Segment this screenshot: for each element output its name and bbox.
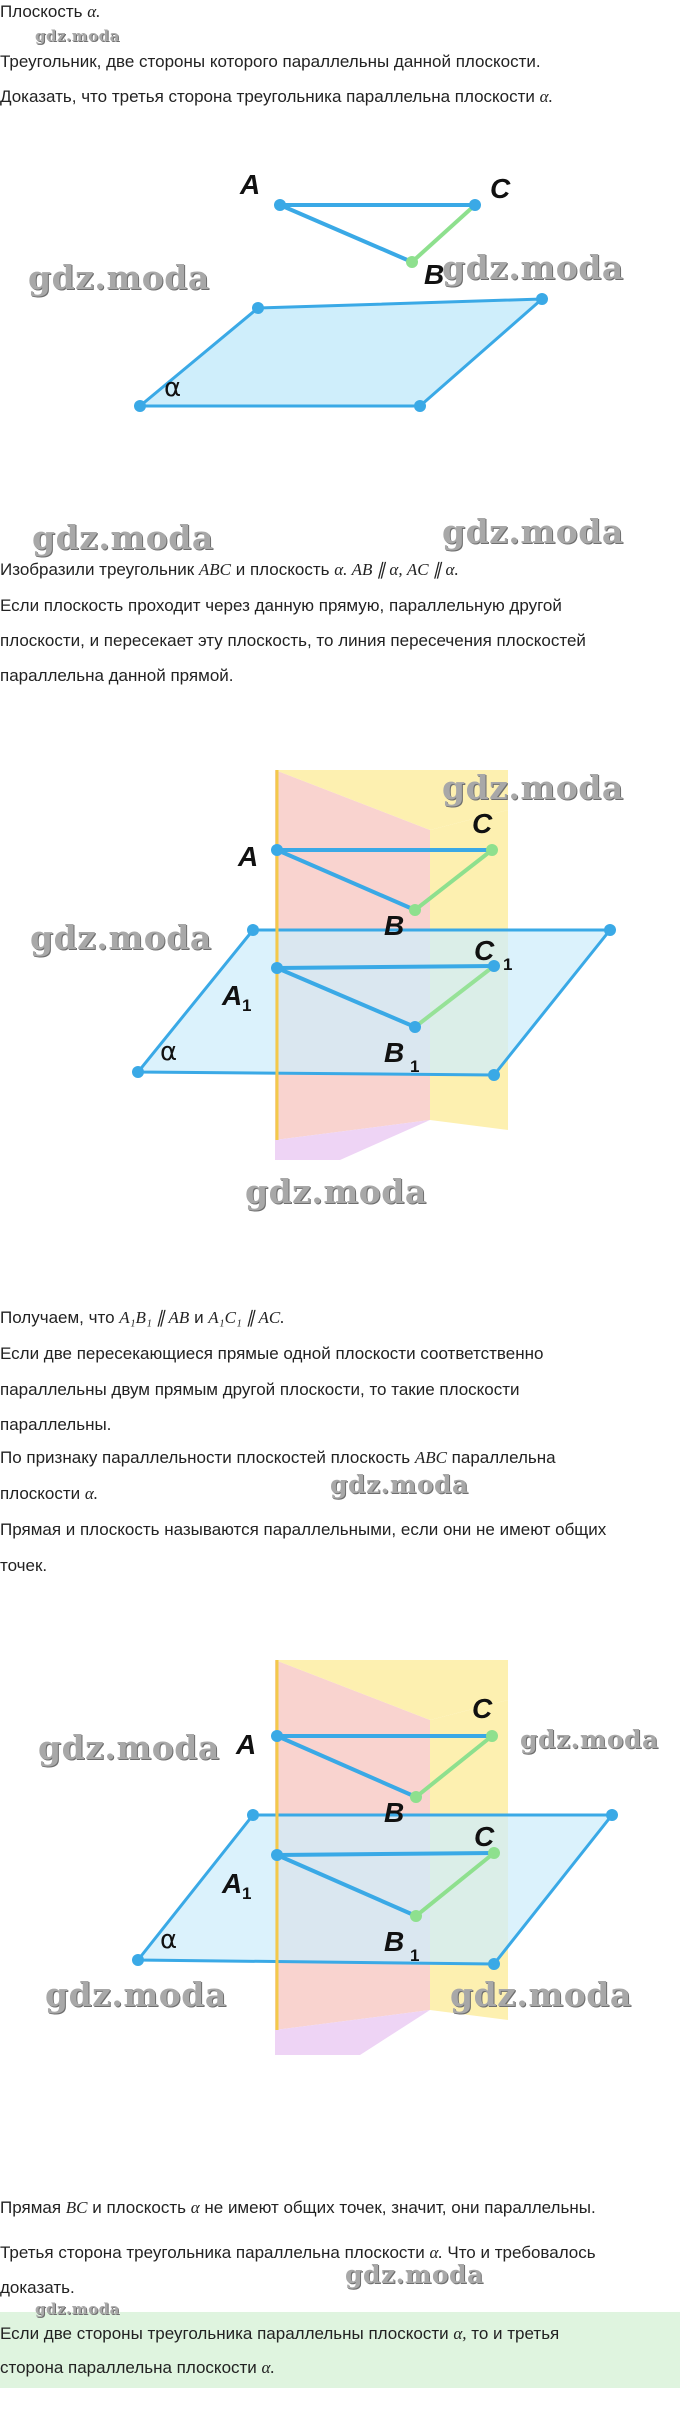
line-drew bbox=[0, 558, 459, 582]
line-prove bbox=[0, 85, 553, 109]
plane-vertex bbox=[604, 924, 616, 936]
theorem-line: Если две пересекающиеся прямые одной плоскости соответственно bbox=[0, 1344, 544, 1363]
point-b1 bbox=[410, 1910, 422, 1922]
math: α, bbox=[453, 2324, 467, 2343]
figure-two-planes bbox=[0, 760, 680, 1180]
label-b1: B bbox=[384, 1926, 405, 1957]
math: A₁C₁ ∥ AC. bbox=[208, 1308, 285, 1327]
label-b: B bbox=[384, 910, 405, 941]
label-a1-sub: 1 bbox=[242, 1884, 252, 1903]
point-a bbox=[274, 199, 286, 211]
theorem-line: плоскости, и пересекает эту плоскость, то линия пересечения плоскостей bbox=[0, 631, 586, 650]
segment-a1c1 bbox=[277, 966, 494, 968]
math: α. bbox=[261, 2358, 275, 2377]
label-c: C bbox=[472, 808, 493, 839]
line-plane bbox=[0, 0, 100, 24]
line-obtain bbox=[0, 1306, 285, 1330]
watermark: gdz.moda bbox=[30, 918, 212, 957]
text: Прямая bbox=[0, 2198, 62, 2217]
theorem-line: параллельна данной прямой. bbox=[0, 666, 234, 685]
watermark: gdz.moda bbox=[35, 27, 120, 45]
plane-vertex bbox=[606, 1809, 618, 1821]
plane-vertex bbox=[247, 924, 259, 936]
label-a: A bbox=[236, 1729, 257, 1760]
segment-a1c1 bbox=[277, 1853, 494, 1855]
text: и плоскость bbox=[92, 2198, 186, 2217]
text: и плоскость bbox=[235, 560, 330, 579]
plane-vertex bbox=[134, 400, 146, 412]
watermark: gdz.moda bbox=[520, 1725, 659, 1754]
line-criterion bbox=[0, 1446, 556, 1470]
label-b1-sub: 1 bbox=[410, 1946, 420, 1965]
watermark: gdz.moda bbox=[330, 1470, 469, 1499]
plane-vertex bbox=[132, 1066, 144, 1078]
point-c bbox=[486, 844, 498, 856]
text: плоскости bbox=[0, 1484, 81, 1503]
watermark: gdz.moda bbox=[345, 2260, 484, 2289]
text: и bbox=[194, 1308, 204, 1327]
math: ABC bbox=[414, 1448, 447, 1467]
text: Плоскость bbox=[0, 2, 83, 21]
watermark: gdz.moda bbox=[442, 768, 624, 807]
line-conclusion bbox=[0, 2196, 596, 2220]
text: то и третья bbox=[471, 2324, 560, 2343]
watermark: gdz.moda bbox=[35, 2300, 120, 2318]
plane-alpha bbox=[140, 299, 542, 406]
definition-line: точек. bbox=[0, 1556, 48, 1575]
text: сторона параллельна плоскости bbox=[0, 2358, 257, 2377]
theorem-line: параллельны двум прямым другой плоскости, то такие плоскости bbox=[0, 1380, 520, 1399]
label-b: B bbox=[384, 1797, 405, 1828]
text: Доказать, что третья сторона треугольника параллельна плоскости bbox=[0, 87, 535, 106]
math: α. bbox=[539, 87, 553, 106]
watermark: gdz.moda bbox=[442, 512, 624, 551]
plane-vertex bbox=[247, 1809, 259, 1821]
plane-vertex bbox=[132, 1954, 144, 1966]
watermark: gdz.moda bbox=[28, 258, 210, 297]
text: Получаем, что bbox=[0, 1308, 115, 1327]
label-c1: C bbox=[474, 935, 495, 966]
math: α. AB ∥ α, AC ∥ α. bbox=[334, 560, 459, 579]
label-c: C bbox=[490, 173, 511, 204]
definition-line: Прямая и плоскость называются параллельными, если они не имеют общих bbox=[0, 1520, 607, 1539]
label-c1-sub: 1 bbox=[503, 955, 513, 974]
label-a: A bbox=[240, 169, 261, 200]
watermark: gdz.moda bbox=[38, 1728, 220, 1767]
point-b bbox=[410, 1791, 422, 1803]
label-b1: B bbox=[384, 1037, 405, 1068]
math: BC bbox=[65, 2198, 88, 2217]
text: Если две стороны треугольника параллельны плоскости bbox=[0, 2324, 449, 2343]
label-alpha: α bbox=[160, 1037, 178, 1067]
math: α. bbox=[84, 1484, 99, 1503]
plane-vertex bbox=[488, 1069, 500, 1081]
math: A₁B₁ ∥ AB bbox=[119, 1308, 190, 1327]
label-b1-sub: 1 bbox=[410, 1057, 420, 1076]
line-given: Треугольник, две стороны которого параллельны данной плоскости. bbox=[0, 52, 541, 71]
line-criterion-2 bbox=[0, 1482, 98, 1506]
text: Изобразили треугольник bbox=[0, 560, 195, 579]
point-c bbox=[486, 1730, 498, 1742]
label-a: A bbox=[238, 841, 259, 872]
label-c: C bbox=[472, 1693, 493, 1724]
plane-vertex bbox=[488, 1958, 500, 1970]
math: α. bbox=[429, 2243, 443, 2262]
math: α. bbox=[87, 2, 101, 21]
text: Третья сторона треугольника параллельна плоскости bbox=[0, 2243, 425, 2262]
watermark: gdz.moda bbox=[32, 518, 214, 557]
plane-vertex bbox=[252, 302, 264, 314]
watermark: gdz.moda bbox=[450, 1975, 632, 2014]
label-a1-sub: 1 bbox=[242, 996, 252, 1015]
text: не имеют общих точек, значит, они параллельны. bbox=[204, 2198, 596, 2217]
watermark: gdz.moda bbox=[245, 1172, 427, 1211]
text: Что и требовалось bbox=[447, 2243, 596, 2262]
answer-line bbox=[0, 2322, 559, 2346]
plane-vertex bbox=[414, 400, 426, 412]
plane-alpha bbox=[138, 1815, 612, 1964]
point-a bbox=[271, 844, 283, 856]
label-alpha: α bbox=[164, 373, 182, 403]
theorem-line: Если плоскость проходит через данную прямую, параллельную другой bbox=[0, 596, 562, 615]
text: параллельна bbox=[451, 1448, 556, 1467]
plane-vertex bbox=[536, 293, 548, 305]
point-a bbox=[271, 1730, 283, 1742]
watermark: gdz.moda bbox=[442, 248, 624, 287]
label-alpha: α bbox=[160, 1925, 178, 1955]
point-a1 bbox=[271, 962, 283, 974]
label-b: B bbox=[424, 259, 445, 290]
text: По признаку параллельности плоскостей плоскость bbox=[0, 1448, 411, 1467]
point-c bbox=[469, 199, 481, 211]
label-c1: C bbox=[474, 1821, 495, 1852]
point-b bbox=[409, 904, 421, 916]
label-a1: A bbox=[222, 980, 243, 1011]
answer-line-2 bbox=[0, 2356, 275, 2380]
point-a1 bbox=[271, 1849, 283, 1861]
line-qed bbox=[0, 2241, 596, 2265]
point-b1 bbox=[409, 1021, 421, 1033]
theorem-line: параллельны. bbox=[0, 1415, 112, 1434]
label-a1: A bbox=[222, 1868, 243, 1899]
watermark: gdz.moda bbox=[45, 1975, 227, 2014]
segment-ab bbox=[280, 205, 412, 262]
math: ABC bbox=[198, 560, 232, 579]
math: α bbox=[190, 2198, 200, 2217]
line-qed-2: доказать. bbox=[0, 2278, 75, 2297]
point-b bbox=[406, 256, 418, 268]
